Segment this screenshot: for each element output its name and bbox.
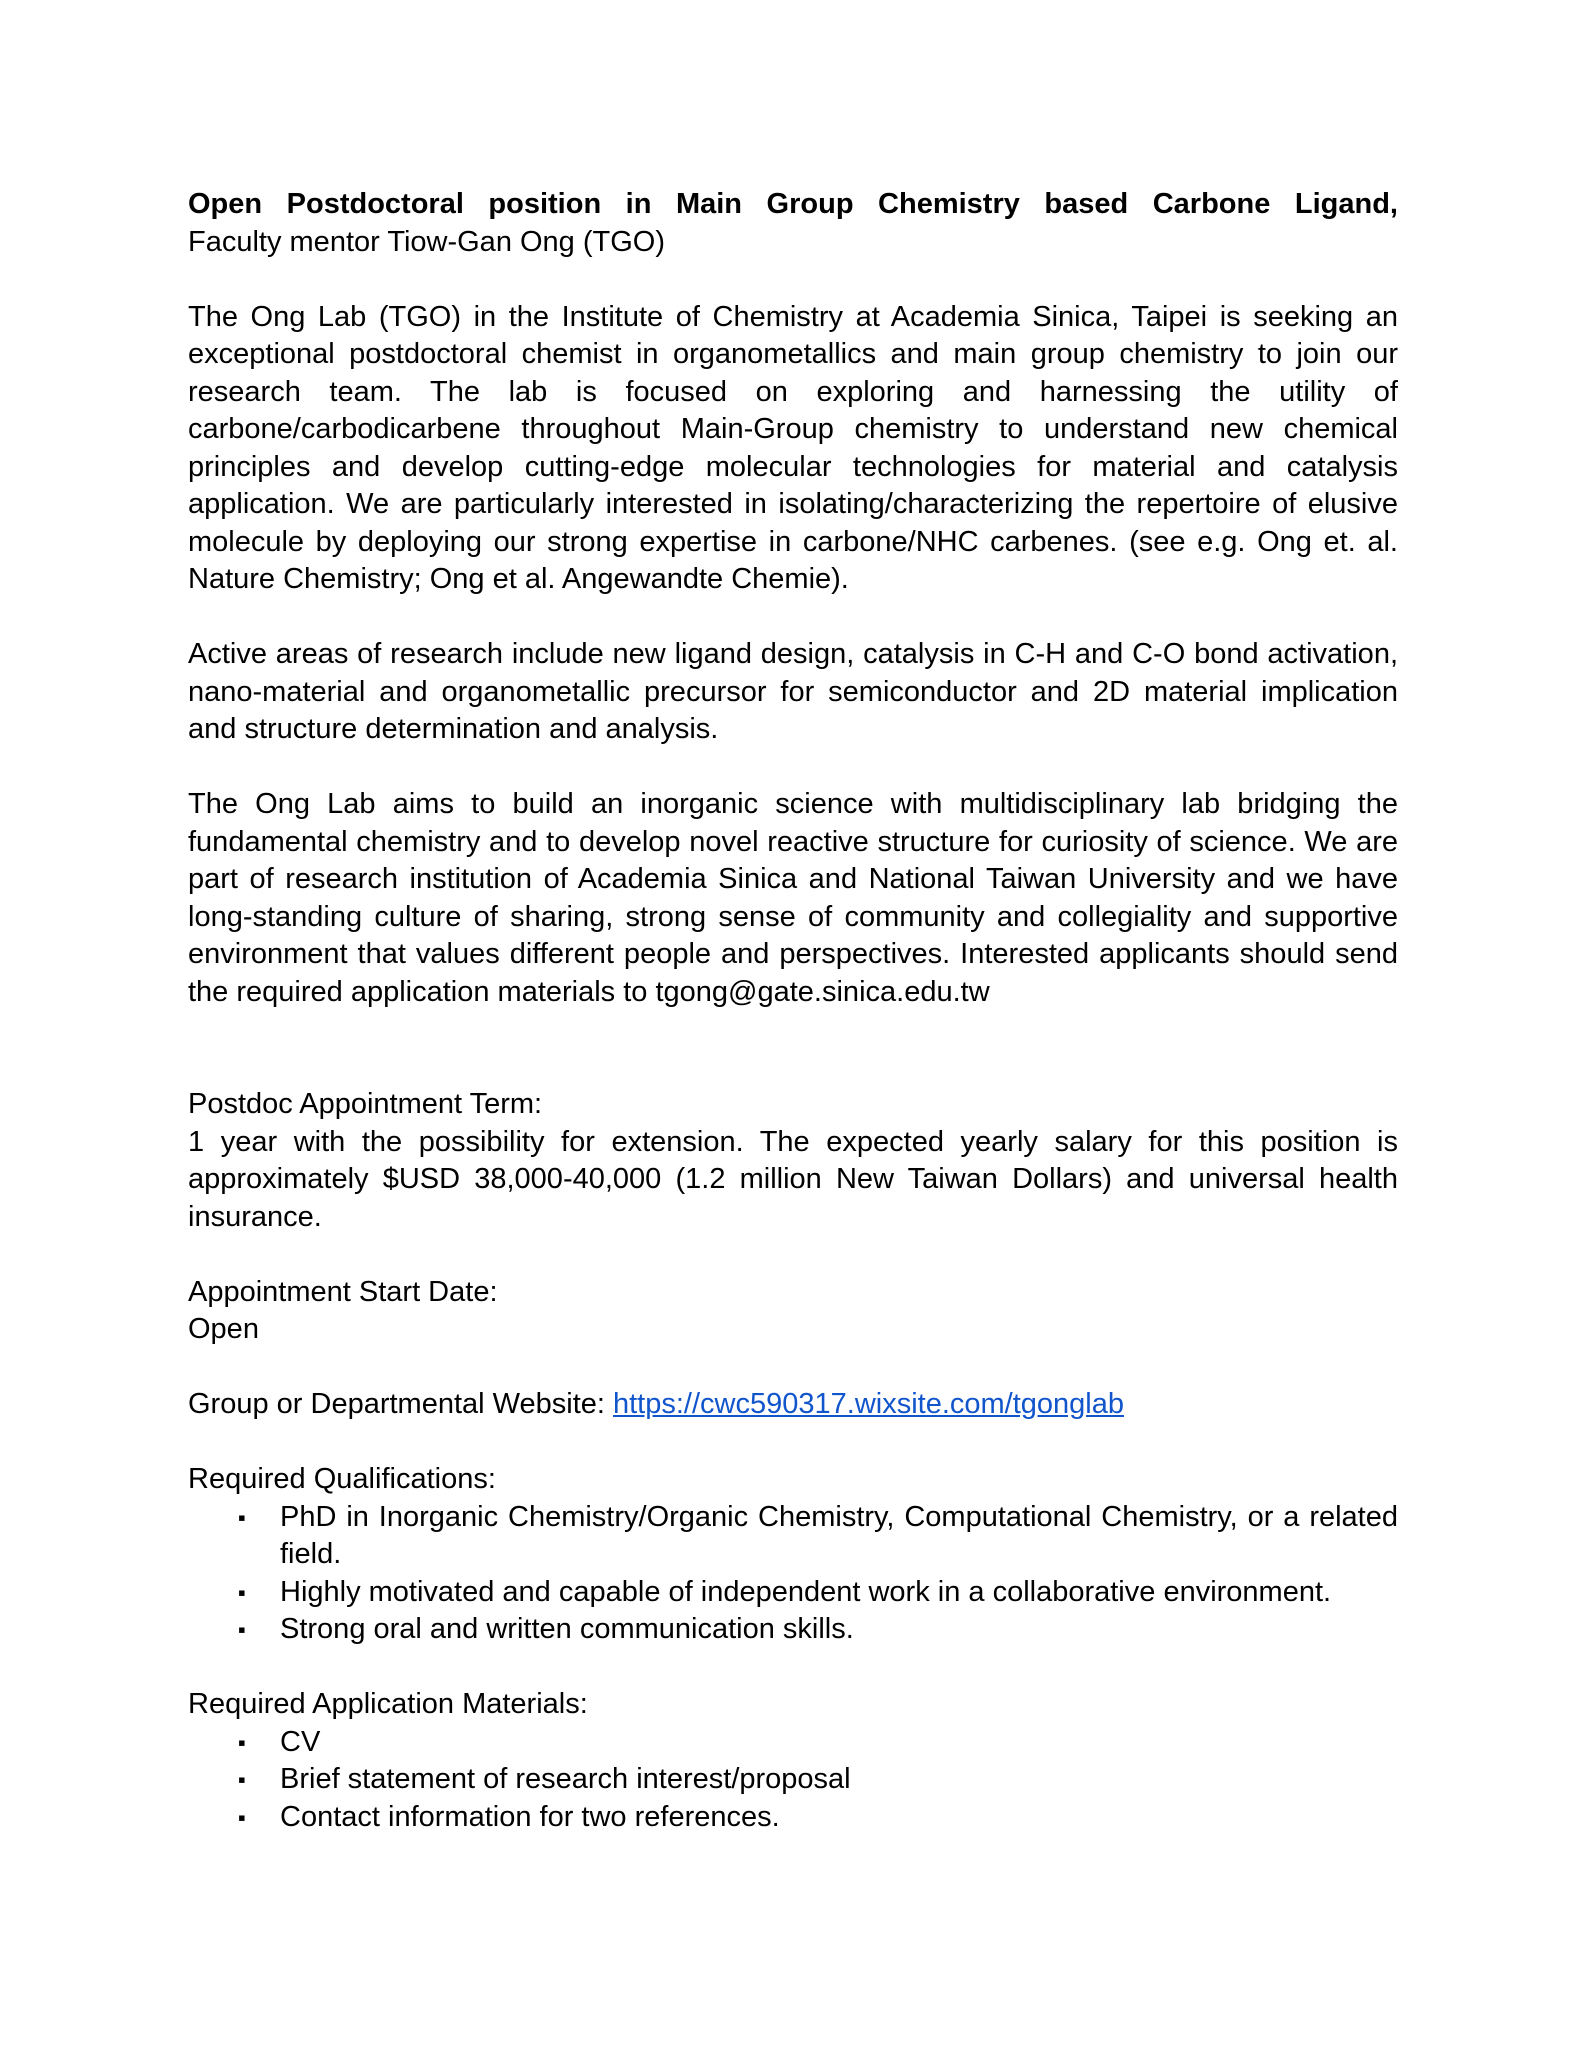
materials-section (188, 1686, 1398, 1836)
website-link[interactable]: https://cwc590317.wixsite.com/tgonglab (613, 1388, 1124, 1420)
material-text: Brief statement of research interest/proposal (280, 1763, 851, 1795)
document-page (188, 186, 1398, 1836)
qualification-text: Strong oral and written communication skills. (280, 1613, 854, 1645)
term-label: Postdoc Appointment Term: (188, 1088, 543, 1120)
website-section (188, 1386, 1398, 1424)
materials-list (188, 1724, 1398, 1837)
list-item (188, 1611, 1398, 1649)
start-date-value: Open (188, 1313, 259, 1345)
bullet-icon: ▪ (238, 1579, 246, 1605)
list-item (188, 1574, 1398, 1612)
bullet-icon: ▪ (238, 1804, 246, 1830)
material-text: CV (280, 1725, 321, 1758)
website-label: Group or Departmental Website: (188, 1388, 613, 1420)
list-item (188, 1761, 1398, 1799)
qualifications-list (188, 1499, 1398, 1649)
qualifications-section (188, 1461, 1398, 1649)
bullet-icon: ▪ (238, 1767, 246, 1792)
faculty-mentor: Faculty mentor Tiow-Gan Ong (TGO) (188, 225, 666, 258)
term-section (188, 1086, 1398, 1236)
bullet-icon: ▪ (238, 1504, 246, 1530)
lab-culture-paragraph: The Ong Lab aims to build an inorganic science with multidisciplinary lab bridging the fundamental chemistry and to develop novel reactive structure for curiosity of science. We are part of research institution of Academia Sinica and National Taiwan University and we have long-standing culture of sharing, strong sense of community and collegiality and supportive environment that values different people and perspectives. Interested applicants should send the required application materials to tgong@gate.sinica.edu.tw (188, 788, 1398, 1008)
materials-label: Required Application Materials: (188, 1688, 588, 1720)
document-title: Open Postdoctoral position in Main Group Chemistry based Carbone Ligand, (188, 188, 1398, 220)
qualification-text: PhD in Inorganic Chemistry/Organic Chemistry, Computational Chemistry, or a related field. (280, 1500, 1398, 1570)
start-date-section (188, 1274, 1398, 1349)
term-text: 1 year with the possibility for extension. The expected yearly salary for this position is approximately $USD 38,000-40,000 (1.2 million New Taiwan Dollars) and universal health insurance. (188, 1125, 1398, 1233)
qualification-text: Highly motivated and capable of independent work in a collaborative environment. (280, 1575, 1332, 1608)
list-item (188, 1499, 1398, 1574)
research-areas-paragraph: Active areas of research include new ligand design, catalysis in C-H and C-O bond activation, nano-material and organometallic precursor for semiconductor and 2D material implication and structure determination and analysis. (188, 638, 1398, 745)
qualifications-label: Required Qualifications: (188, 1463, 496, 1495)
list-item (188, 1799, 1398, 1837)
start-date-label: Appointment Start Date: (188, 1275, 498, 1308)
intro-paragraph: The Ong Lab (TGO) in the Institute of Chemistry at Academia Sinica, Taipei is seeking an exceptional postdoctoral chemist in organometallics and main group chemistry to join our research team. The lab is focused on exploring and harnessing the utility of carbone/carbodicarbene throughout Main-Group chemistry to understand new chemical principles and develop cutting-edge molecular technologies for material and catalysis application. We are particularly interested in isolating/characterizing the repertoire of elusive molecule by deploying our strong expertise in carbone/NHC carbenes. (see e.g. Ong et. al. Nature Chemistry; Ong et al. Angewandte Chemie). (188, 300, 1398, 595)
bullet-icon: ▪ (238, 1729, 246, 1755)
material-text: Contact information for two references. (280, 1800, 780, 1833)
bullet-icon: ▪ (238, 1617, 246, 1642)
list-item (188, 1724, 1398, 1762)
